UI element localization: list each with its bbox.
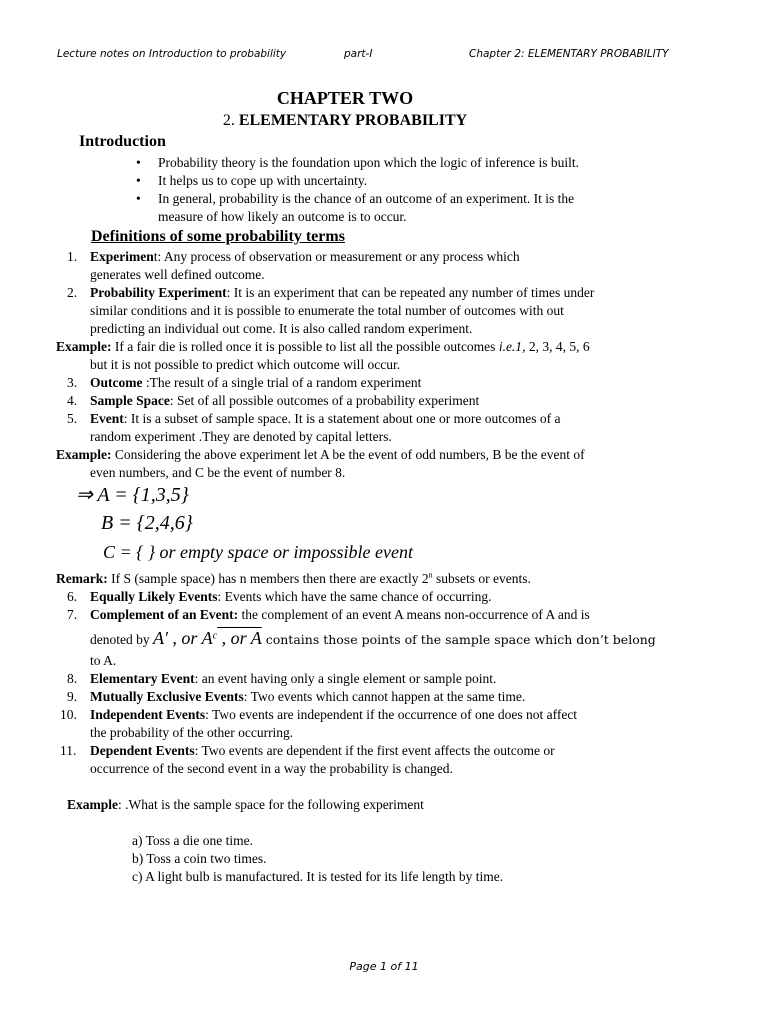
bullet-icon: • (136, 173, 141, 188)
intro-heading: Introduction (79, 133, 166, 150)
header-left: Lecture notes on Introduction to probability (57, 48, 287, 60)
example-3: Example: .What is the sample space for the following experiment (67, 797, 424, 812)
header-right: Chapter 2: ELEMENTARY PROBABILITY (469, 48, 669, 60)
example-3-items (132, 832, 503, 886)
math-set-c: C = { } or empty space or impossible event (103, 542, 413, 562)
bullet-icon: • (136, 155, 141, 170)
header-center: part-I (344, 48, 373, 60)
definitions-list-2: Remark: If S (sample space) has n members then there are exactly 2$^n$ subsets or events. 6. Equally Likely Events: Events which have the same chance of occurring. 7. Complement of an Event: the complement of an event A means non-occurrence of A and is denoted by A′ , or $A^c$ , or A contains those points of the sample space which don’t belong to A. 8. Elementary Event: an event having only a single element or sample point. 9. Mutually Exclusive Events: Two events which cannot happen at the same time. 10. Independent Events: Two events are independent if the occurrence of one does not affect the probability of the other occurring. 11. Dependent Events: Two events are dependent if the first event affects the outcome or occurrence of the second event in a way the probability is changed. (56, 570, 656, 776)
math-set-b: B = {2,4,6} (101, 512, 193, 534)
chapter-subtitle: 2. ELEMENTARY PROBABILITY (222, 112, 468, 129)
bullet-icon: • (136, 191, 141, 206)
math-set-a: ⇒ A = {1,3,5} (76, 484, 189, 506)
remark: Remark: If S (sample space) has n members then there are exactly 2$^n$ subsets or events. (56, 570, 531, 586)
bullet-item: • Probability theory is the foundation upon which the logic of inference is built. (136, 155, 580, 170)
list-item: c) A light bulb is manufactured. It is tested for its life length by time. (132, 869, 504, 884)
list-item: b) Toss a coin two times. (132, 851, 267, 866)
example-1: Example: If a fair die is rolled once it is possible to list all the possible outcomes i.e.1, 2, 3, 4, 5, 6 (56, 339, 590, 354)
definitions-list: 1. Experiment: Any process of observation or measurement or any process which generates well defined outcome. 2. Probability Experiment: It is an experiment that can be repeated any number of times under similar conditions and it is possible to enumerate the total number of outcomes with out predicting an individual out come. It is also called random experiment. Example: If a fair die is rolled once it is possible to list all the possible outcomes i.e.1, 2, 3, 4, 5, 6 but it is not possible to predict which outcome will occur. 3. Outcome :The result of a single trial of a random experiment 4. Sample Space: Set of all possible outcomes of a probability experiment 5. Event: It is a subset of sample space. It is a statement about one or more outcomes of a random experiment .They are denoted by capital letters. Example: Considering the above experiment let A be the event of odd numbers, B be the event of even numbers, and C be the event of number 8. (56, 249, 595, 480)
list-item: a) Toss a die one time. (132, 833, 254, 848)
intro-bullets (136, 154, 579, 226)
bullet-item: • In general, probability is the chance of an outcome of an experiment. It is the (136, 191, 575, 206)
bullet-item: • It helps us to cope up with uncertainty. (136, 173, 368, 188)
bullet-item: measure of how likely an outcome is to occur. (158, 209, 407, 224)
page-number: Page 1 of 11 (349, 960, 419, 973)
chapter-title: CHAPTER TWO (276, 88, 414, 108)
defs-heading: Definitions of some probability terms (91, 228, 345, 245)
example-2: Example: Considering the above experiment let A be the event of odd numbers, B be the event of (56, 447, 585, 462)
